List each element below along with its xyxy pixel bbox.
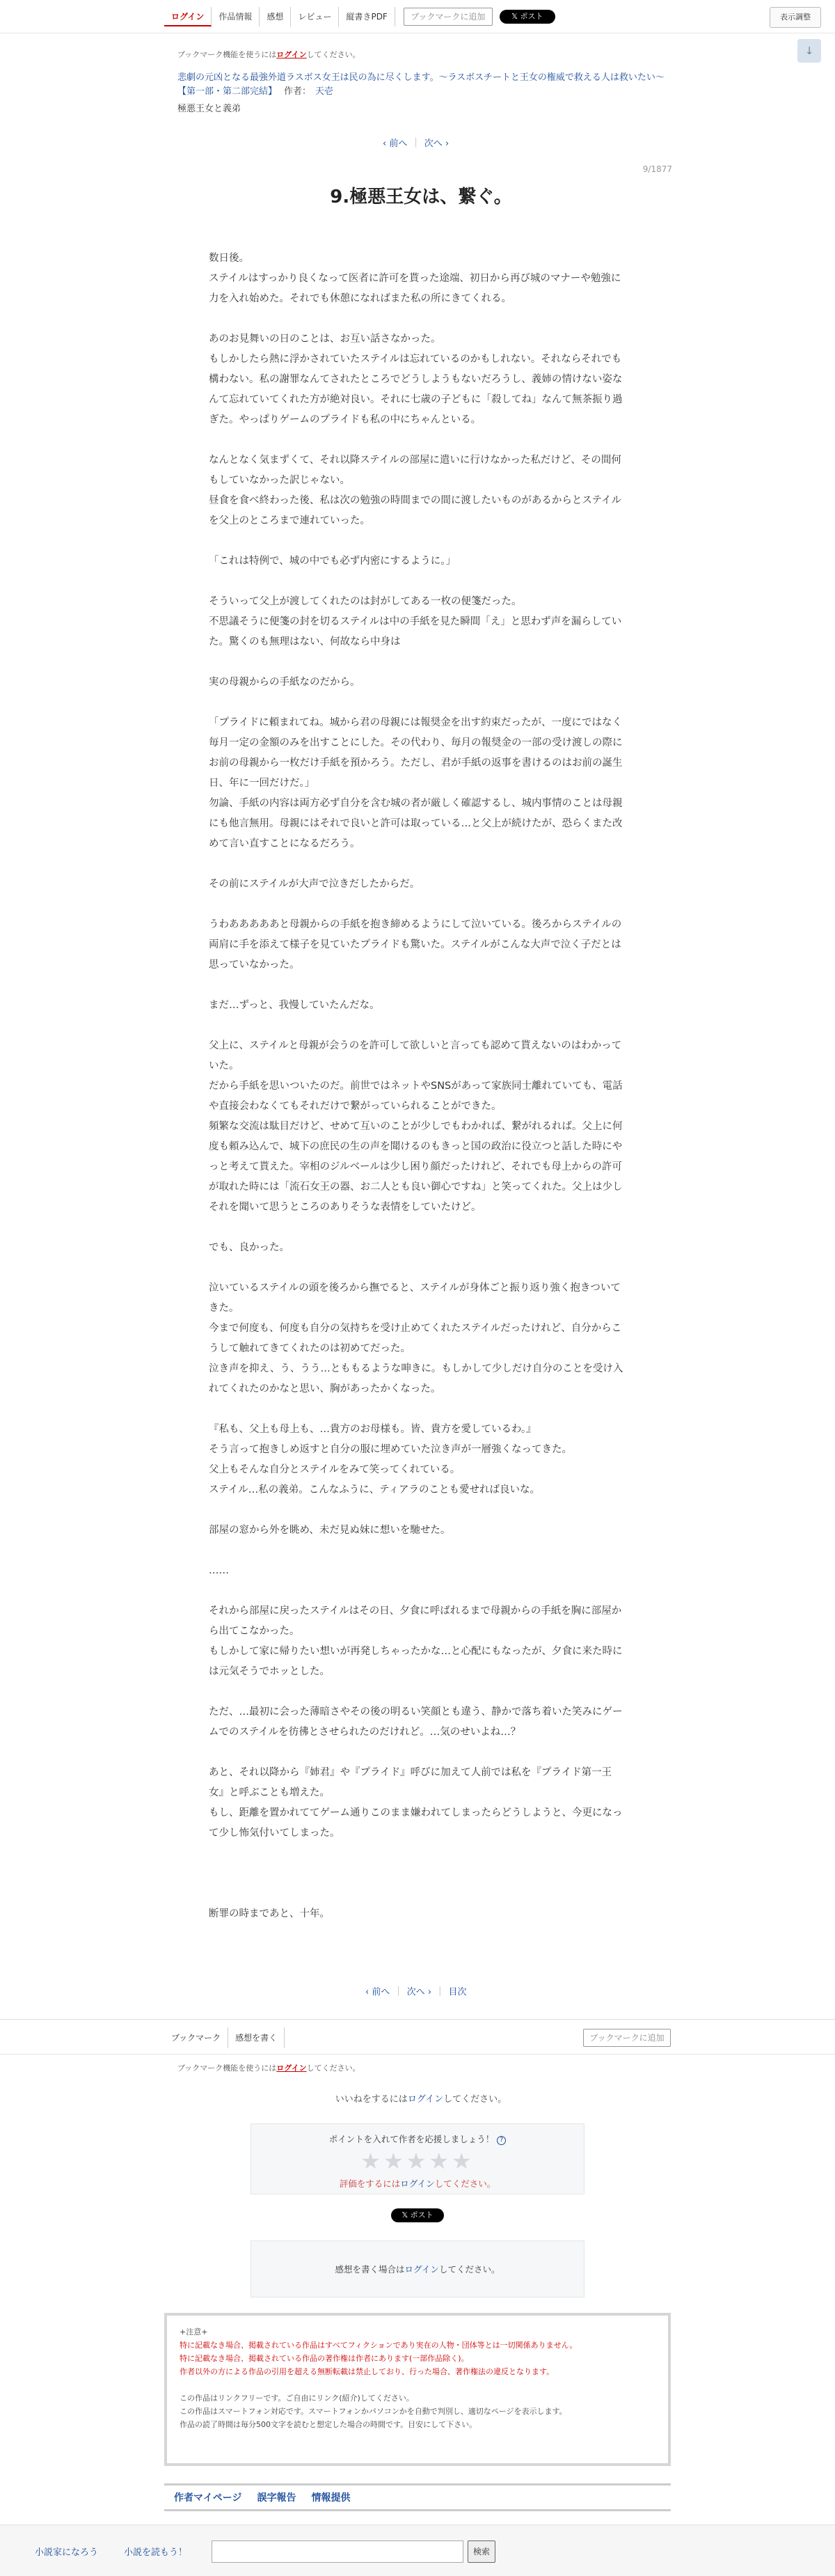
body-line: なんとなく気まずくて、それ以降ステイルの部屋に遣いに行けなかった私だけど、その間何もしていなかった訳じゃない。 — [209, 455, 621, 486]
author-label: 作者： — [284, 86, 312, 97]
body-paragraph — [209, 1702, 626, 1743]
rating-login-link[interactable]: ログイン — [400, 2178, 435, 2189]
notice-line: 作品の読了時間は毎分500文字を読むと想定した場合の時間です。目安にして下さい。 — [180, 2420, 477, 2429]
scroll-down-icon[interactable]: ↓ — [797, 39, 821, 63]
body-paragraph — [209, 249, 626, 309]
body-paragraph — [209, 673, 626, 693]
body-line: まだ…ずっと、我慢していたんだな。 — [209, 1000, 380, 1011]
info-provide-link[interactable]: 情報提供 — [311, 2492, 351, 2504]
body-line: 今まで何度も、何度も自分の気持ちを受け止めてくれたステイルだったけれど、自分からこうして触れてきてくれたのは初めてだった。 — [209, 1323, 622, 1354]
body-line: もしかしたら熱に浮かされていたステイルは忘れているのかもしれない。それならそれでも構わない。私の謝罪なんてされたところでどうしようもないだろうし、義姉の情けない姿なんて忘れていてくれた方が絶対良い。それに七歳の子どもに「殺してね」なんて無茶振り過ぎた。やっぱりゲームのプライドも私の中にちゃんといる。 — [209, 354, 623, 425]
series-title-link[interactable]: 悲劇の元凶となる最強外道ラスボス女王は民の為に尽くします。〜ラスボスチートと王女の権威で救える人は救いたい〜【第一部・第二部完結】 — [177, 72, 665, 97]
rating-stars[interactable]: ★★★★★ — [360, 2148, 475, 2174]
vertical-pdf-link[interactable]: 縦書きPDF — [339, 7, 395, 26]
body-paragraph — [209, 1601, 626, 1682]
review-login-note: 感想を書く場合はログインしてください。 — [335, 2264, 500, 2275]
notice-line: この作品はスマートフォン対応です。スマートフォンかパソコンかを自動で判別し、適切なページを表示します。 — [180, 2407, 567, 2416]
prev-page-link-bottom[interactable]: ‹ 前へ — [365, 1987, 390, 1997]
page-counter: 9/1877 — [642, 164, 672, 174]
help-icon[interactable]: ? — [497, 2136, 506, 2145]
author-link[interactable]: 天壱 — [315, 86, 334, 97]
rating-panel — [250, 2123, 584, 2194]
notice-box — [164, 2313, 671, 2466]
body-paragraph — [209, 1238, 626, 1258]
search-input[interactable] — [212, 2540, 463, 2563]
x-post-button[interactable]: 𝕏 ポスト — [500, 10, 555, 24]
notice-line: 特に記載なき場合、掲載されている作品の著作権は作者にあります(一部作品除く)。 — [180, 2354, 469, 2363]
novel-body — [209, 249, 626, 1924]
body-line: それから部屋に戻ったステイルはその日、夕食に呼ばれるまで母親からの手紙を胸に部屋から出てこなかった。 — [209, 1605, 622, 1637]
pager-divider: | — [397, 1986, 400, 1996]
like-login-note: いいねをするにはログインしてください。 — [335, 2094, 507, 2105]
review-panel — [250, 2240, 584, 2298]
pager-bottom — [365, 1984, 466, 1997]
body-line: 泣いているステイルの頭を後ろから撫でると、ステイルが身体ごと振り返り強く抱きついてきた。 — [209, 1282, 621, 1314]
review-login-link[interactable]: ログイン — [404, 2264, 439, 2275]
body-line: 父上もそんな自分とステイルをみて笑ってくれている。 — [209, 1464, 461, 1475]
body-line: 「これは特例で、城の中でも必ず内密にするように。」 — [209, 556, 456, 567]
typo-report-link[interactable]: 誤字報告 — [257, 2492, 296, 2504]
x-post-button-bottom[interactable]: 𝕏 ポスト — [391, 2208, 444, 2222]
body-line: 「プライドに頼まれてね。城から君の母親には報奨金を出す約束だったが、一度にではなく毎月一定の金額のみを出すことにした。その代わり、毎月の報奨金の一部の受け渡しの際にお前の母親から一枚だけ手紙を預かろう。ただし、君が手紙の返事を書けるのはお前の誕生日、年に一回だけだ。」 — [209, 717, 623, 789]
notice-line: 作者以外の方による作品の引用を超える無断転載は禁止しており、行った場合、著作権法の違反となります。 — [180, 2367, 555, 2376]
rating-prompt: ポイントを入れて作者を応援しましょう！ ? — [251, 2133, 584, 2145]
bookmark-login-note-bottom: ブックマーク機能を使うにはログインしてください。 — [177, 2064, 360, 2073]
next-page-link[interactable]: 次へ › — [424, 139, 450, 149]
impressions-link[interactable]: 感想 — [260, 7, 291, 26]
login-link[interactable]: ログイン — [164, 7, 212, 26]
body-line: だから手紙を思いついたのだ。前世ではネットやSNSがあって家族同士離れていても、電話や直接会わなくてもそれだけで繋がっていられることができた。 — [209, 1081, 623, 1112]
notice-spacer — [180, 2378, 655, 2392]
bookmark-login-link[interactable]: ログイン — [276, 50, 307, 59]
next-page-link-bottom[interactable]: 次へ › — [406, 1987, 432, 1997]
body-line: でも、良かった。 — [209, 1242, 289, 1253]
bookmark-add-button-bottom[interactable]: ブックマークに追加 — [583, 2029, 671, 2047]
body-line — [209, 1864, 626, 1884]
search-button[interactable]: 検索 — [468, 2540, 495, 2563]
display-adjust-button[interactable]: 表示調整 — [770, 7, 821, 28]
body-paragraph — [209, 915, 626, 975]
body-line: 昼食を食べ終わった後、私は次の勉強の時間までの間に渡したいものがあるからとステイルを父上のところまで連れていった。 — [209, 495, 622, 526]
body-paragraph — [209, 1763, 626, 1844]
body-paragraph — [209, 1278, 626, 1399]
series-title — [177, 71, 665, 99]
bottom-site-bar — [0, 2524, 835, 2576]
body-line: もしかして家に帰りたい想いが再発しちゃったかな…と心配にもなったが、夕食に来た時には元気そうでホッとした。 — [209, 1646, 623, 1677]
body-paragraph — [209, 1420, 626, 1500]
body-line: 断罪の時まであと、十年。 — [209, 1908, 330, 1919]
notice-line: 特に記載なき場合、掲載されている作品はすべてフィクションであり実在の人物・団体等とは一切関係ありません。 — [180, 2341, 578, 2350]
section-divider — [0, 2054, 835, 2055]
body-line: うわあああああと母親からの手紙を抱き締めるようにして泣いている。後ろからステイルの両肩に手を添えて様子を見ていたプライドも驚いた。ステイルがこんな大声で泣く子だとは思っていなかった。 — [209, 919, 622, 971]
body-paragraph — [209, 1036, 626, 1218]
body-line: 数日後。 — [209, 253, 249, 264]
bookmark-login-note: ブックマーク機能を使うにはログインしてください。 — [177, 50, 360, 59]
review-link[interactable]: レビュー — [291, 7, 339, 26]
pager-divider: | — [414, 137, 418, 148]
body-paragraph — [209, 1864, 626, 1884]
section-divider — [0, 2019, 835, 2020]
body-line: その前にステイルが大声で泣きだしたからだ。 — [209, 879, 420, 890]
body-line: ただ、…最初に会った薄暗さやその後の明るい笑顔とも違う、静かで落ち着いた笑みにゲームでのステイルを彷彿とさせられたのだけれど。…気のせいよね…？ — [209, 1706, 623, 1738]
body-line: あのお見舞いの日のことは、お互い話さなかった。 — [209, 333, 441, 345]
like-login-link[interactable]: ログイン — [407, 2094, 444, 2105]
body-line: 不思議そうに便箋の封を切るステイルは中の手紙を見た瞬間「え」と思わず声を漏らしていた。驚くのも無理はない、何故なら中身は — [209, 616, 622, 647]
body-line: 『私も、父上も母上も、…貴方のお母様も。皆、貴方を愛しているわ。』 — [209, 1424, 536, 1435]
chapter-group-title: 極悪王女と義弟 — [177, 104, 241, 114]
footer-links — [164, 2483, 671, 2511]
body-paragraph — [209, 450, 626, 531]
body-paragraph — [209, 1904, 626, 1924]
body-paragraph — [209, 713, 626, 854]
body-line: 泣き声を抑え、う、うう…とももるような呻きに。もしかして少しだけ自分のことを受け入れてくれたのかなと思い、胸があったかくなった。 — [209, 1363, 623, 1395]
action-tabs — [164, 2027, 285, 2048]
author-mypage-link[interactable]: 作者マイページ — [174, 2492, 242, 2504]
toc-link[interactable]: 目次 — [448, 1987, 467, 1997]
body-line: 勿論、手紙の内容は両方必ず自分を含む城の者が厳しく確認するし、城内事情のことは母親にも他言無用。母親にはそれで良いと許可は取っている…と父上が続けたが、恐らくまた改めて言い直すことになるだろう。 — [209, 798, 623, 849]
bookmark-login-link-bottom[interactable]: ログイン — [276, 2064, 307, 2073]
body-line: もし、距離を置かれててゲーム通りこのまま嫌われてしまったらどうしようと、今更になって少し怖気付いてしまった。 — [209, 1807, 623, 1839]
body-paragraph — [209, 592, 626, 652]
pager-divider: | — [438, 1986, 442, 1996]
body-paragraph — [209, 1561, 626, 1581]
tab-write-review[interactable]: 感想を書く — [228, 2027, 285, 2048]
site-link-yomou[interactable]: 小説を読もう！ — [124, 2547, 188, 2558]
body-line: …… — [209, 1565, 229, 1576]
body-paragraph — [209, 329, 626, 430]
site-link-narou[interactable]: 小説家になろう — [35, 2547, 99, 2558]
body-paragraph — [209, 1521, 626, 1541]
body-line: ステイル…私の義弟。こんなふうに、ティアラのことも愛せれば良いな。 — [209, 1484, 541, 1495]
body-line: ステイルはすっかり良くなって医者に許可を貰った途端、初日から再び城のマナーや勉強に力を入れ始めた。それでも休憩になればまた私の所にきてくれる。 — [209, 273, 621, 304]
body-line: そういって父上が渡してくれたのは封がしてある一枚の便箋だった。 — [209, 596, 522, 607]
prev-page-link[interactable]: ‹ 前へ — [383, 139, 408, 149]
work-info-link[interactable]: 作品情報 — [212, 7, 260, 26]
bookmark-add-button[interactable]: ブックマークに追加 — [404, 8, 493, 26]
body-line: 実の母親からの手紙なのだから。 — [209, 677, 360, 688]
body-paragraph — [209, 551, 626, 572]
body-line: そう言って抱きしめ返すと自分の服に埋めていた泣き声が一層強くなってきた。 — [209, 1444, 572, 1455]
top-nav — [164, 7, 555, 26]
notice-line: この作品はリンクフリーです。ご自由にリンク(紹介)してください。 — [180, 2394, 414, 2403]
chapter-title: 9.極悪王女は、繋ぐ。 — [330, 187, 512, 207]
rating-login-note: 評価をするにはログインしてください。 — [339, 2178, 496, 2189]
tab-bookmark[interactable]: ブックマーク — [164, 2027, 228, 2048]
pager-top — [383, 136, 449, 149]
body-line: 頻繁な交流は駄目だけど、せめて互いのことが少しでもわかれば、繋がれるれば。父上に何度も頼み込んで、城下の庶民の生の声を聞けるのもきっと国の政治に役立つと話した時にやっと考えて貰えた。宰相のジルベールは少し困り顔だったけれど、それでも母上からの許可が取れた時には「流石女王の器、お二人とも良い御心ですね」と笑ってくれた。父上は少しそれを聞いて思うところのありそうな表情をしていたけど。 — [209, 1121, 623, 1213]
body-line: 部屋の窓から外を眺め、未だ見ぬ妹に想いを馳せた。 — [209, 1525, 451, 1536]
body-paragraph — [209, 996, 626, 1016]
top-navigation-bar — [0, 0, 835, 33]
notice-heading: +注意+ — [180, 2327, 208, 2337]
body-paragraph — [209, 874, 626, 895]
body-line: あと、それ以降から『姉君』や『プライド』呼びに加えて人前では私を『プライド第一王女』と呼ぶことも増えた。 — [209, 1767, 612, 1798]
body-line: 父上に、ステイルと母親が会うのを許可して欲しいと言っても認めて貰えないのはわかっていた。 — [209, 1040, 622, 1071]
